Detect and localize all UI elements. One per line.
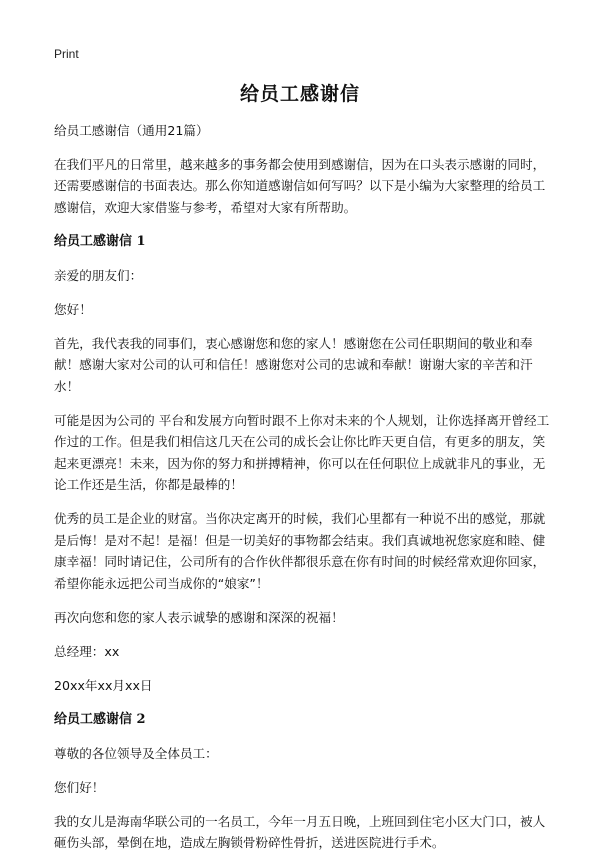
letter2-heading: 给员工感谢信 2 bbox=[54, 711, 146, 727]
letter1-paragraph-1: 首先，我代表我的同事们，衷心感谢您和您的家人！感谢您在公司任职期间的敬业和奉献！感谢大家对公司的认可和信任！感谢您对公司的忠诚和奉献！谢谢大家的辛苦和汗水！ bbox=[54, 335, 533, 394]
letter1-greeting: 亲爱的朋友们： bbox=[54, 267, 143, 283]
print-link[interactable]: Print bbox=[54, 47, 79, 61]
document-subtitle: 给员工感谢信（通用21篇） bbox=[54, 123, 209, 138]
document-body bbox=[54, 120, 550, 866]
letter1-date: 20xx年xx月xx日 bbox=[54, 677, 153, 693]
page-title: 给员工感谢信 bbox=[239, 83, 360, 105]
letter2-hello: 您们好！ bbox=[54, 779, 105, 795]
letter1-signoff: 总经理：xx bbox=[54, 643, 120, 659]
letter1-heading: 给员工感谢信 1 bbox=[54, 233, 146, 249]
letter2-greeting: 尊敬的各位领导及全体员工： bbox=[54, 745, 218, 761]
letter1-hello: 您好！ bbox=[54, 301, 92, 317]
letter2-paragraph-1: 我的女儿是海南华联公司的一名员工，今年一月五日晚，上班回到住宅小区大门口，被人砸伤头部，晕倒在地，造成左胸锁骨粉碎性骨折，送进医院进行手术。 bbox=[54, 813, 546, 850]
intro-paragraph: 在我们平凡的日常里，越来越多的事务都会使用到感谢信，因为在口头表示感谢的同时，还需要感谢信的书面表达。那么你知道感谢信如何写吗？以下是小编为大家整理的给员工感谢信，欢迎大家借鉴与参考，希望对大家有所帮助。 bbox=[54, 156, 546, 215]
letter1-paragraph-2: 可能是因为公司的 平台和发展方向暂时跟不上你对未来的个人规划，让你选择离开曾经工作过的工作。但是我们相信这几天在公司的成长会让你比昨天更自信，有更多的朋友，笑起来更漂亮！未来，因为你的努力和拼搏精神，你可以在任何职位上成就非凡的事业，无论工作还是生活，你都是最棒的！ bbox=[54, 412, 550, 492]
letter1-paragraph-3: 优秀的员工是企业的财富。当你决定离开的时候，我们心里都有一种说不出的感觉，那就是后悔！是对不起！是福！但是一切美好的事物都会结束。我们真诚地祝您家庭和睦、健康幸福！同时请记住，公司所有的合作伙伴都很乐意在你有时间的时候经常欢迎你回家，希望你能永远把公司当成你的“娘家”！ bbox=[54, 511, 546, 591]
letter1-paragraph-4: 再次向您和您的家人表示诚挚的感谢和深深的祝福！ bbox=[54, 609, 344, 625]
